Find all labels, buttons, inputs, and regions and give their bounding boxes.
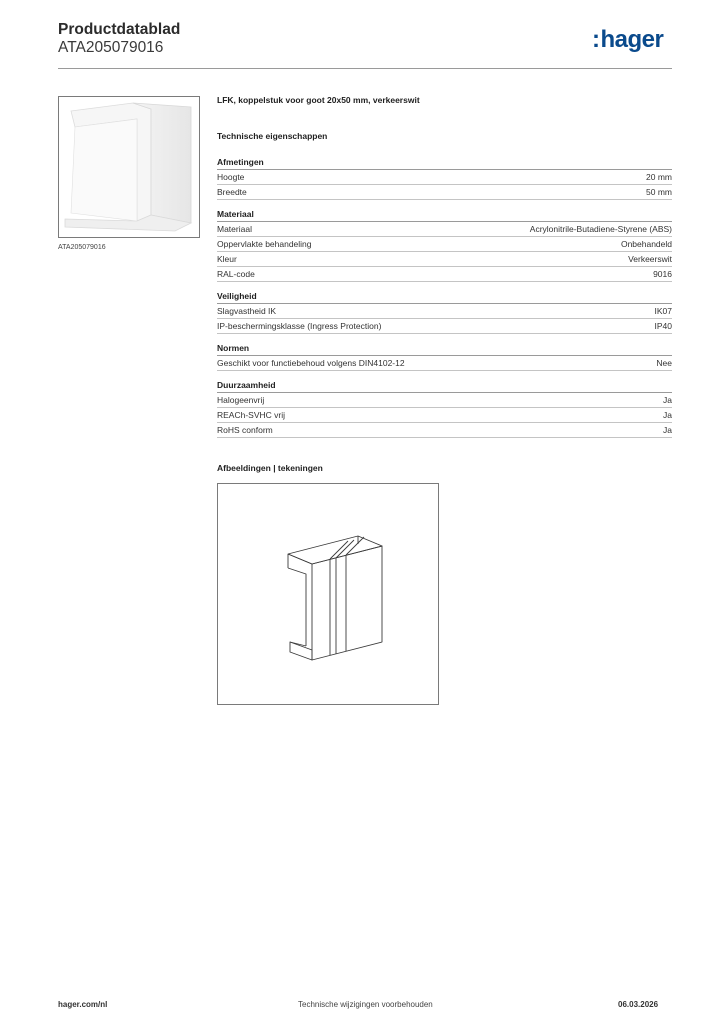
spec-label: Hoogte [217, 172, 245, 182]
spec-group-title: Normen [217, 342, 672, 356]
article-number: ATA205079016 [58, 39, 164, 56]
logo-text: hager [600, 26, 664, 53]
product-photo [58, 96, 200, 238]
thumbnail-caption: ATA205079016 [58, 244, 106, 251]
spec-label: Geschikt voor functiebehoud volgens DIN4102-12 [217, 358, 405, 368]
header-divider [58, 68, 672, 69]
spec-group-veiligheid [217, 290, 672, 334]
spec-row [217, 423, 672, 438]
spec-row [217, 356, 672, 371]
specs-heading: Technische eigenschappen [217, 131, 328, 141]
spec-row [217, 408, 672, 423]
spec-value: IK07 [654, 306, 672, 316]
spec-group-title: Materiaal [217, 208, 672, 222]
spec-value: Verkeerswit [628, 254, 672, 264]
spec-group-title: Duurzaamheid [217, 379, 672, 393]
spec-content [217, 94, 672, 446]
spec-row [217, 393, 672, 408]
spec-label: Kleur [217, 254, 237, 264]
spec-group-title: Veiligheid [217, 290, 672, 304]
spec-label: Materiaal [217, 224, 252, 234]
spec-label: IP-beschermingsklasse (Ingress Protection) [217, 321, 382, 331]
footer-date: 06.03.2026 [618, 1000, 659, 1009]
spec-row [217, 319, 672, 334]
spec-value: Ja [663, 395, 672, 405]
spec-group-title: Afmetingen [217, 156, 672, 170]
spec-value: 20 mm [646, 172, 672, 182]
spec-label: Halogeenvrij [217, 395, 265, 405]
footer-website: hager.com/nl [58, 1000, 108, 1009]
spec-label: REACh-SVHC vrij [217, 410, 286, 420]
drawings-heading: Afbeeldingen | tekeningen [217, 463, 323, 473]
hager-logo [592, 27, 663, 53]
spec-value: IP40 [654, 321, 672, 331]
spec-label: Slagvastheid IK [217, 306, 277, 316]
spec-label: Oppervlakte behandeling [217, 239, 312, 249]
spec-value: 9016 [653, 269, 672, 279]
spec-value: Onbehandeld [620, 239, 672, 249]
spec-label: RoHS conform [217, 425, 273, 435]
product-photo-icon [59, 97, 199, 237]
spec-value: Ja [663, 410, 672, 420]
spec-row [217, 170, 672, 185]
spec-label: RAL-code [217, 269, 255, 279]
spec-row [217, 267, 672, 282]
spec-row [217, 304, 672, 319]
spec-row [217, 252, 672, 267]
footer-note: Technische wijzigingen voorbehouden [298, 1000, 433, 1009]
spec-group-afmetingen [217, 156, 672, 200]
coupler-drawing-icon [218, 484, 438, 704]
spec-group-materiaal [217, 208, 672, 282]
spec-group-duurzaamheid [217, 379, 672, 438]
logo-mark-icon: : [592, 26, 600, 53]
technical-drawing [217, 483, 439, 705]
spec-value: Acrylonitrile-Butadiene-Styrene (ABS) [529, 224, 672, 234]
spec-value: 50 mm [646, 187, 672, 197]
spec-value: Ja [663, 425, 672, 435]
spec-row [217, 237, 672, 252]
spec-value: Nee [656, 358, 672, 368]
spec-row [217, 185, 672, 200]
spec-label: Breedte [217, 187, 247, 197]
spec-row [217, 222, 672, 237]
product-title: LFK, koppelstuk voor goot 20x50 mm, verkeerswit [217, 95, 420, 105]
spec-group-normen [217, 342, 672, 371]
page-title: Productdatablad [58, 21, 181, 38]
